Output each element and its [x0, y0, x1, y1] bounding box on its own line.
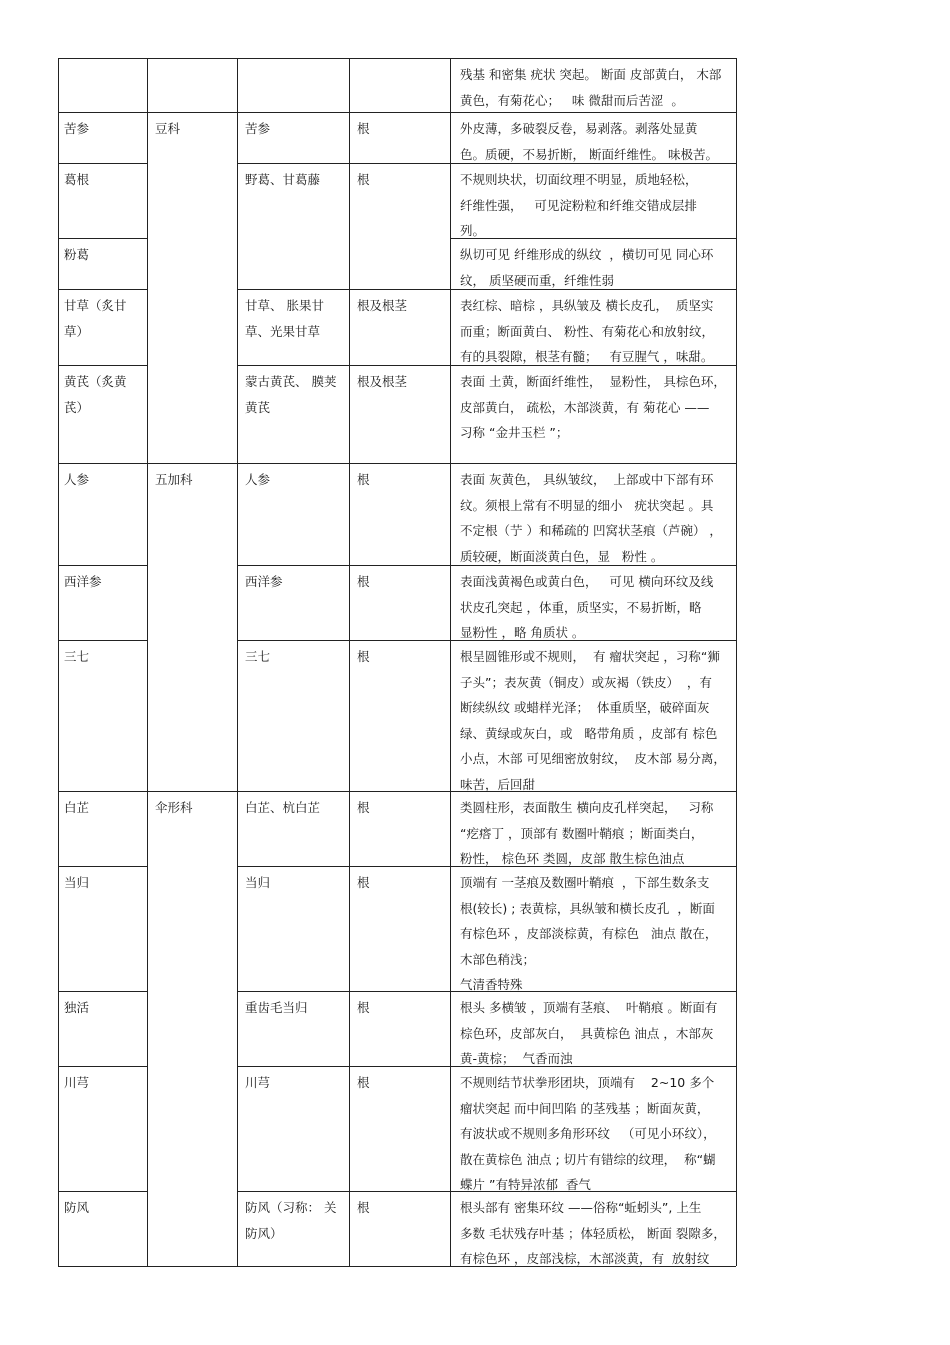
cell-text-line: 残基 和密集 疣状 突起。 断面 皮部黄白， 木部: [460, 67, 722, 82]
cell-text-line: 黄色，有菊花心； 味 微甜而后苦涩 。: [460, 92, 684, 108]
cell-name: [64, 870, 145, 896]
cell-features: [460, 569, 734, 646]
cell-text-line: 显粉性 ，略 角质状 。: [460, 625, 585, 640]
cell-text-line: 表面浅黄褐色或黄白色， 可见 横向环纹及线: [460, 574, 714, 589]
cell-text-line: 状皮孔突起 ，体重，质坚实，不易折断，略: [460, 599, 702, 615]
cell-text-line: 根: [357, 1200, 370, 1215]
cell-text-line: 草、光果甘草: [245, 323, 321, 339]
cell-part: [357, 1195, 448, 1221]
cell-text-line: 顶端有 一茎痕及数圈叶鞘痕 ，下部生数条支: [460, 875, 710, 890]
cell-source: [245, 569, 347, 595]
cell-features: [460, 1195, 734, 1272]
cell-text-line: 蒙古黄芪、 膜荚: [245, 374, 337, 389]
cell-name: [64, 242, 145, 268]
cell-part: [357, 116, 448, 142]
cell-text-line: 五加科: [155, 472, 193, 487]
cell-text-line: 重齿毛当归: [245, 1000, 308, 1015]
cell-features: [460, 167, 734, 244]
cell-text-line: 皮部黄白， 疏松，木部淡黄，有 菊花心 ——: [460, 399, 710, 415]
cell-family: [155, 795, 235, 821]
cell-text-line: 不规则块状，切面纹理不明显，质地轻松，: [460, 172, 698, 187]
cell-name: [64, 569, 145, 595]
cell-text-line: 芪）: [64, 399, 90, 415]
cell-text-line: 断续纵纹 或蜡样光泽； 体重质坚，破碎面灰: [460, 700, 710, 715]
cell-text-line: 表面 灰黄色， 具纵皱纹， 上部或中下部有环: [460, 472, 714, 487]
cell-source: [245, 167, 347, 193]
cell-source: [245, 795, 347, 821]
cell-features: [460, 467, 734, 569]
cell-text-line: 黄芪: [245, 399, 271, 415]
cell-name: [64, 795, 145, 821]
cell-text-line: 味苦，后回甜: [460, 776, 536, 792]
cell-text-line: 根: [357, 649, 370, 664]
cell-part: [357, 167, 448, 193]
cell-text-line: 防风: [64, 1200, 90, 1215]
cell-text-line: 有的具裂隙，根茎有髓； 有豆腥气 ，味甜。: [460, 349, 714, 364]
cell-text-line: 伞形科: [155, 800, 193, 815]
cell-features: [460, 870, 734, 998]
cell-text-line: 小点，木部 可见细密放射纹， 皮木部 易分离，: [460, 751, 726, 766]
cell-source: [245, 116, 347, 142]
cell-part: [357, 870, 448, 896]
cell-text-line: 类圆柱形，表面散生 横向皮孔样突起， 习称: [460, 800, 714, 815]
cell-text-line: 列。: [460, 223, 486, 238]
cell-part: [357, 995, 448, 1021]
cell-text-line: 根呈圆锥形或不规则， 有 瘤状突起 ，习称“狮: [460, 649, 720, 664]
cell-text-line: 苦参: [64, 121, 90, 136]
cell-text-line: 表红棕、暗棕 ，具纵皱及 横长皮孔， 质坚实: [460, 298, 714, 313]
cell-text-line: 表面 土黄，断面纤维性， 显粉性， 具棕色环，: [460, 374, 726, 389]
cell-text-line: 葛根: [64, 172, 90, 187]
cell-name: [64, 995, 145, 1021]
cell-text-line: 根及根茎: [357, 374, 408, 389]
cell-name: [64, 467, 145, 493]
cell-text-line: 子头”；表灰黄（铜皮）或灰褐（铁皮） ，有: [460, 674, 712, 690]
cell-text-line: 瘤状突起 而中间凹陷 的茎残基 ；断面灰黄，: [460, 1100, 710, 1116]
cell-text-line: 草）: [64, 323, 90, 339]
cell-text-line: 豆科: [155, 121, 181, 136]
cell-text-line: 有棕色环 ，皮部浅棕，木部淡黄，有 放射纹: [460, 1251, 710, 1266]
cell-features: [460, 795, 734, 872]
cell-part: [357, 795, 448, 821]
cell-text-line: 根: [357, 800, 370, 815]
cell-text-line: 根头 多横皱 ，顶端有茎痕、 叶鞘痕 。断面有: [460, 1000, 718, 1015]
cell-text-line: 白芷、杭白芷: [245, 800, 321, 815]
cell-text-line: 绿、黄绿或灰白，或 略带角质 ，皮部有 棕色: [460, 725, 718, 741]
cell-part: [357, 369, 448, 395]
cell-text-line: 而重；断面黄白、 粉性、有菊花心和放射纹，: [460, 323, 714, 339]
cell-part: [357, 1070, 448, 1096]
cell-source: [245, 870, 347, 896]
cell-part: [357, 293, 448, 319]
cell-text-line: 纹， 质坚硬而重，纤维性弱: [460, 272, 614, 288]
cell-text-line: 当归: [245, 875, 271, 890]
cell-features: [460, 1070, 734, 1198]
cell-text-line: 不定根（艼 ）和稀疏的 凹窝状茎痕（芦碗） ，: [460, 523, 722, 538]
cell-part: [357, 569, 448, 595]
cell-text-line: 甘草、 胀果甘: [245, 298, 324, 313]
cell-text-line: 质较硬，断面淡黄白色，显 粉性 。: [460, 548, 664, 564]
cell-text-line: 黄-黄棕； 气香而浊: [460, 1051, 573, 1066]
cell-text-line: 粉性， 棕色环 类圆，皮部 散生棕色油点: [460, 851, 685, 866]
cell-name: [64, 644, 145, 670]
cell-features: [460, 293, 734, 370]
cell-features: [460, 369, 734, 446]
cell-text-line: 不规则结节状拳形团块，顶端有 2~10 多个: [460, 1075, 715, 1090]
cell-text-line: 西洋参: [64, 574, 102, 589]
cell-text-line: 三七: [64, 649, 90, 664]
cell-features: [460, 644, 734, 797]
cell-source: [245, 369, 347, 420]
cell-text-line: 根: [357, 172, 370, 187]
cell-text-line: 色。质硬，不易折断， 断面纤维性。 味极苦。: [460, 146, 718, 162]
cell-text-line: 当归: [64, 875, 90, 890]
cell-name: [64, 293, 145, 344]
cell-text-line: 粉葛: [64, 247, 90, 262]
cell-text-line: 根头部有 密集环纹 ——俗称“蚯蚓头”, 上生: [460, 1200, 702, 1215]
cell-text-line: 防风（习称： 关: [245, 1200, 337, 1215]
cell-source: [245, 293, 347, 344]
cell-text-line: 人参: [245, 472, 271, 487]
cell-text-line: 根: [357, 574, 370, 589]
cell-text-line: 木部色稍浅；: [460, 951, 536, 967]
cell-family: [155, 116, 235, 142]
cell-text-line: 有棕色环 ，皮部淡棕黄，有棕色 油点 散在，: [460, 926, 718, 941]
cell-source: [245, 995, 347, 1021]
cell-source: [245, 644, 347, 670]
cell-name: [64, 116, 145, 142]
cell-features: [460, 116, 734, 167]
cell-text-line: 棕色环，皮部灰白， 具黄棕色 油点 ，木部灰: [460, 1025, 714, 1041]
cell-source: [245, 467, 347, 493]
cell-text-line: 外皮薄，多破裂反卷，易剥落。剥落处显黄: [460, 121, 698, 136]
cell-text-line: 习称 “金井玉栏 ”；: [460, 425, 569, 440]
cell-text-line: 有波状或不规则多角形环纹 （可见小环纹），: [460, 1126, 716, 1141]
cell-text-line: 甘草（炙甘: [64, 298, 127, 313]
cell-text-line: 多数 毛状残存叶基 ；体轻质松， 断面 裂隙多，: [460, 1225, 726, 1241]
cell-source: [245, 1070, 347, 1096]
cell-name: [64, 369, 145, 420]
cell-text-line: 根: [357, 1075, 370, 1090]
cell-text-line: 根: [357, 1000, 370, 1015]
cell-text-line: 西洋参: [245, 574, 283, 589]
cell-text-line: 独活: [64, 1000, 90, 1015]
cell-text-line: 防风）: [245, 1225, 283, 1241]
cell-text-line: 纵切可见 纤维形成的纵纹 ，横切可见 同心环: [460, 247, 714, 262]
cell-features: [460, 242, 734, 293]
cell-text-line: 三七: [245, 649, 271, 664]
cell-name: [64, 167, 145, 193]
cell-text-line: 纹。须根上常有不明显的细小 疣状突起 。具: [460, 497, 714, 513]
cell-text-line: 根: [357, 875, 370, 890]
cell-text-line: 白芷: [64, 800, 90, 815]
cell-name: [64, 1195, 145, 1221]
cell-family: [155, 467, 235, 493]
cell-text-line: 人参: [64, 472, 90, 487]
cell-text-line: 川芎: [64, 1075, 90, 1090]
cell-text-line: 蝶片 ”有特异浓郁 香气: [460, 1177, 591, 1192]
cell-part: [357, 644, 448, 670]
cell-text-line: “疙瘩丁 ，顶部有 数圈叶鞘痕 ；断面类白，: [460, 825, 704, 841]
cell-text-line: 根: [357, 472, 370, 487]
cell-text-line: 黄芪（炙黄: [64, 374, 127, 389]
cell-features: [460, 995, 734, 1072]
cell-text-line: 纤维性强， 可见淀粉粒和纤维交错成层排: [460, 197, 697, 213]
cell-features: [460, 62, 734, 113]
cell-text-line: 川芎: [245, 1075, 271, 1090]
cell-text-line: 散在黄棕色 油点 ; 切片有错综的纹理， 称“蝴: [460, 1151, 716, 1167]
cell-source: [245, 1195, 347, 1246]
cell-name: [64, 1070, 145, 1096]
cell-text-line: 根及根茎: [357, 298, 408, 313]
cell-part: [357, 467, 448, 493]
cell-text-line: 野葛、甘葛藤: [245, 172, 321, 187]
cell-text-line: 气清香特殊: [460, 977, 523, 992]
cell-text-line: 苦参: [245, 121, 271, 136]
cell-text-line: 根: [357, 121, 370, 136]
cell-text-line: 根(较长) ; 表黄棕，具纵皱和横长皮孔 ，断面: [460, 900, 715, 916]
